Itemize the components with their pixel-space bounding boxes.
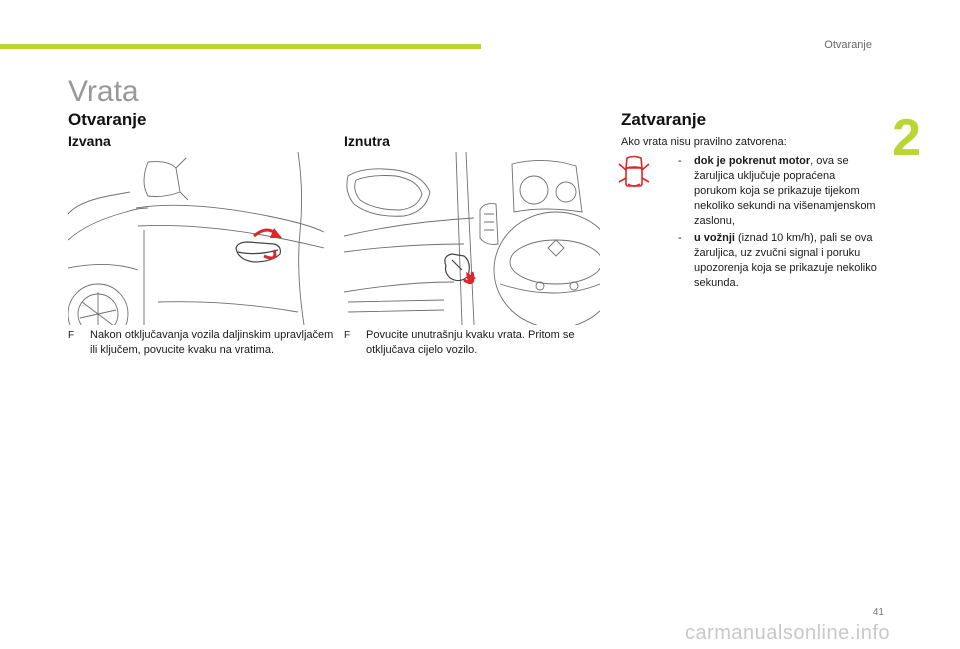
list-item-text: , ova se žaruljica uključuje popraćena porukom koja se prikazuje tijekom nekoliko sekundi na višenamjenskom zaslonu, [694,155,876,227]
outside-instruction-text: Nakon otključavanja vozila daljinskim upravljačem ili ključem, povucite kvaku na vratima. [90,329,334,356]
closing-heading: Zatvaranje [621,110,707,129]
inside-instruction [344,328,616,358]
chapter-number: 2 [892,109,921,167]
closing-status-list [678,154,878,293]
bullet-arrow-icon: F [344,330,351,341]
watermark: carmanualsonline.info [684,622,890,644]
page-number: 41 [872,607,884,618]
inside-heading: Iznutra [344,133,390,149]
top-accent-bar [0,44,481,49]
closing-intro: Ako vrata nisu pravilno zatvorena: [621,136,787,148]
interior-door-handle-illustration [344,152,600,325]
list-item-bold: dok je pokrenut motor [694,155,811,167]
page-title: Vrata [68,75,139,108]
inside-instruction-text: Povucite unutrašnju kvaku vrata. Pritom se otključava cijelo vozilo. [366,329,575,356]
running-head: Otvaranje [824,39,872,51]
outside-heading: Izvana [68,133,111,149]
outside-instruction [68,328,336,358]
list-item-text: (iznad 10 km/h), pali se ova žaruljica, uz zvučni signal i poruku upozorenja koja se prikazuje nekoliko sekunda. [694,232,877,289]
door-open-warning-icon [617,154,651,194]
list-item: - dok je pokrenut motor, ova se žaruljica uključuje popraćena porukom koja se prikazuje tijekom nekoliko sekundi na višenamjenskom zaslonu, [678,155,876,227]
list-item: - u vožnji (iznad 10 km/h), pali se ova žaruljica, uz zvučni signal i poruku upozorenja koja se prikazuje nekoliko sekunda. [678,232,877,289]
opening-heading: Otvaranje [68,110,147,129]
list-item-bold: u vožnji [694,232,735,244]
exterior-door-handle-illustration [68,152,324,325]
bullet-arrow-icon: F [68,330,75,341]
